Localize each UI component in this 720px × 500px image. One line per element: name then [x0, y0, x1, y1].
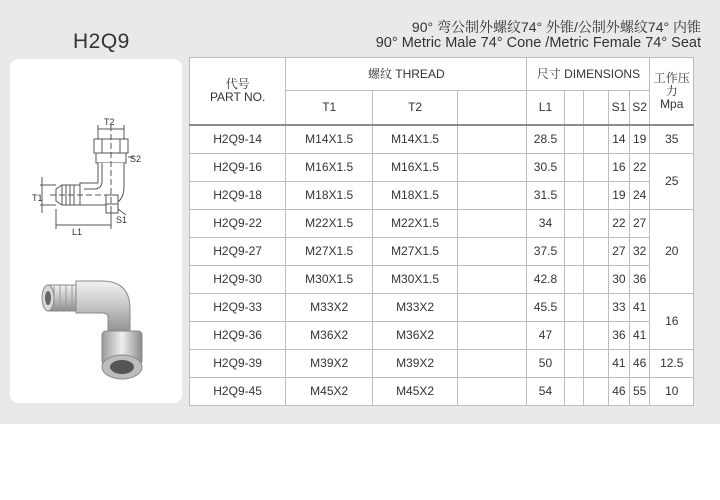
cell-code: H2Q9-27 [190, 238, 286, 266]
cell-blank [564, 378, 584, 406]
image-box [10, 59, 182, 403]
cell-s1: 22 [609, 210, 630, 238]
cell-blank [564, 294, 584, 322]
cell-pressure: 16 [650, 294, 694, 350]
cell-s2: 46 [629, 350, 650, 378]
cell-s2: 36 [629, 266, 650, 294]
header-l1: L1 [527, 91, 564, 126]
table-row [190, 350, 694, 378]
label-s2: S2 [130, 154, 142, 164]
cell-t2: M16X1.5 [373, 154, 458, 182]
cell-s1: 46 [609, 378, 630, 406]
cell-pressure: 10 [650, 378, 694, 406]
label-s1: S1 [116, 215, 128, 225]
label-t1: T1 [32, 193, 43, 203]
table-row [190, 378, 694, 406]
cell-l1: 54 [527, 378, 564, 406]
cell-s2: 41 [629, 294, 650, 322]
cell-blank [584, 210, 609, 238]
cell-blank [584, 322, 609, 350]
cell-blank [458, 154, 527, 182]
cell-pressure: 20 [650, 210, 694, 294]
cell-blank [564, 154, 584, 182]
cell-s2: 32 [629, 238, 650, 266]
cell-t2: M36X2 [373, 322, 458, 350]
cell-pressure: 12.5 [650, 350, 694, 378]
cell-s2: 41 [629, 322, 650, 350]
cell-t1: M22X1.5 [286, 210, 373, 238]
table-row [190, 210, 694, 238]
cell-blank [458, 294, 527, 322]
cell-blank [564, 322, 584, 350]
cell-s1: 16 [609, 154, 630, 182]
fitting-photo [10, 59, 182, 403]
cell-blank [584, 266, 609, 294]
header-part-no-en: PART NO. [209, 90, 266, 104]
cell-t1: M33X2 [286, 294, 373, 322]
cell-blank [458, 378, 527, 406]
cell-blank [458, 182, 527, 210]
label-t2: T2 [104, 117, 115, 127]
cell-blank [564, 266, 584, 294]
cell-t2: M33X2 [373, 294, 458, 322]
product-code-title: H2Q9 [73, 30, 130, 53]
cell-blank [564, 125, 584, 154]
header-dimensions: 尺寸 DIMENSIONS [527, 58, 650, 91]
header-pressure [650, 58, 694, 126]
cell-l1: 45.5 [527, 294, 564, 322]
cell-blank [584, 154, 609, 182]
header-pressure-cn: 工作压力 [653, 70, 690, 98]
cell-t1: M27X1.5 [286, 238, 373, 266]
cell-blank [584, 294, 609, 322]
cell-t2: M30X1.5 [373, 266, 458, 294]
cell-t1: M16X1.5 [286, 154, 373, 182]
cell-pressure: 25 [650, 154, 694, 210]
cell-blank [458, 125, 527, 154]
header-t2: T2 [373, 91, 458, 126]
cell-s1: 41 [609, 350, 630, 378]
table-row [190, 154, 694, 182]
cell-l1: 37.5 [527, 238, 564, 266]
header-blank-dim-2 [584, 91, 609, 126]
cell-blank [458, 210, 527, 238]
cell-blank [458, 350, 527, 378]
cell-code: H2Q9-16 [190, 154, 286, 182]
heading-english: 90° Metric Male 74° Cone /Metric Female 74° Seat [375, 35, 701, 51]
table-row [190, 238, 694, 266]
cell-blank [564, 210, 584, 238]
cell-l1: 50 [527, 350, 564, 378]
header-t1: T1 [286, 91, 373, 126]
header-s1: S1 [609, 91, 630, 126]
cell-t2: M18X1.5 [373, 182, 458, 210]
cell-blank [584, 378, 609, 406]
cell-l1: 31.5 [527, 182, 564, 210]
cell-blank [564, 238, 584, 266]
label-l1: L1 [72, 227, 83, 237]
cell-t2: M45X2 [373, 378, 458, 406]
cell-l1: 34 [527, 210, 564, 238]
cell-blank [458, 322, 527, 350]
table-row [190, 125, 694, 154]
cell-t1: M18X1.5 [286, 182, 373, 210]
cell-l1: 28.5 [527, 125, 564, 154]
cell-s1: 33 [609, 294, 630, 322]
cell-blank [584, 182, 609, 210]
cell-code: H2Q9-18 [190, 182, 286, 210]
cell-blank [584, 125, 609, 154]
cell-t1: M14X1.5 [286, 125, 373, 154]
cell-code: H2Q9-30 [190, 266, 286, 294]
cell-t1: M39X2 [286, 350, 373, 378]
cell-code: H2Q9-36 [190, 322, 286, 350]
cell-t1: M36X2 [286, 322, 373, 350]
table-row [190, 266, 694, 294]
cell-l1: 30.5 [527, 154, 564, 182]
cell-s1: 30 [609, 266, 630, 294]
cell-s2: 19 [629, 125, 650, 154]
spec-table [189, 57, 694, 406]
cell-blank [564, 182, 584, 210]
cell-t1: M45X2 [286, 378, 373, 406]
cell-s1: 14 [609, 125, 630, 154]
cell-t2: M39X2 [373, 350, 458, 378]
header-pressure-en: Mpa [660, 96, 684, 111]
cell-l1: 42.8 [527, 266, 564, 294]
cell-code: H2Q9-39 [190, 350, 286, 378]
heading-chinese: 90° 弯公制外螺纹74° 外锥/公制外螺纹74° 内锥 [411, 19, 701, 35]
header-part-no [190, 58, 286, 126]
cell-t2: M22X1.5 [373, 210, 458, 238]
header-part-no-cn: 代号 [225, 77, 250, 91]
cell-blank [584, 350, 609, 378]
cell-s2: 24 [629, 182, 650, 210]
cell-blank [458, 266, 527, 294]
cell-code: H2Q9-45 [190, 378, 286, 406]
cell-pressure: 35 [650, 125, 694, 154]
cell-blank [564, 350, 584, 378]
header-blank-thread [458, 91, 527, 126]
cell-s2: 55 [629, 378, 650, 406]
header-blank-dim-1 [564, 91, 584, 126]
table-row [190, 294, 694, 322]
cell-t1: M30X1.5 [286, 266, 373, 294]
header-s2: S2 [629, 91, 650, 126]
cell-blank [584, 238, 609, 266]
cell-blank [458, 238, 527, 266]
cell-t2: M14X1.5 [373, 125, 458, 154]
cell-l1: 47 [527, 322, 564, 350]
table-row [190, 322, 694, 350]
cell-t2: M27X1.5 [373, 238, 458, 266]
cell-code: H2Q9-14 [190, 125, 286, 154]
cell-s2: 22 [629, 154, 650, 182]
cell-s1: 27 [609, 238, 630, 266]
cell-s1: 36 [609, 322, 630, 350]
cell-code: H2Q9-33 [190, 294, 286, 322]
cell-s2: 27 [629, 210, 650, 238]
cell-s1: 19 [609, 182, 630, 210]
cell-code: H2Q9-22 [190, 210, 286, 238]
table-row [190, 182, 694, 210]
header-thread: 螺纹 THREAD [286, 58, 527, 91]
